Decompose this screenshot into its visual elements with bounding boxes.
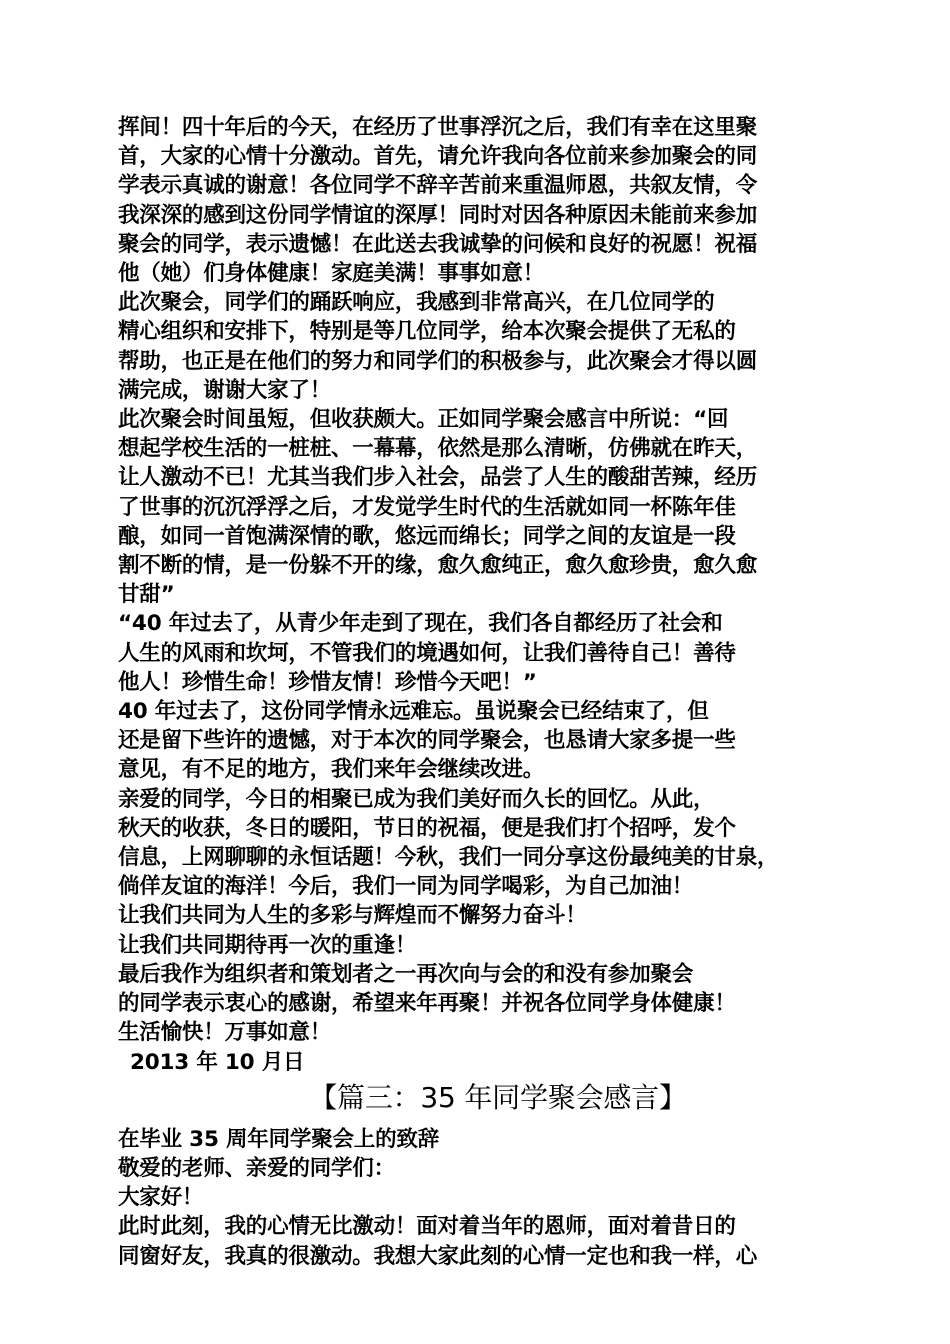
text-line: 让我们共同为人生的多彩与辉煌而不懈努力奋斗！ [118, 903, 587, 929]
text-line: 他（她）们身体健康！家庭美满！事事如意！ [118, 261, 545, 287]
text-line: 首，大家的心情十分激动。首先，请允许我向各位前来参加聚会的同 [118, 144, 758, 170]
text-line: 帮助，也正是在他们的努力和同学们的积极参与，此次聚会才得以圆 [118, 348, 758, 374]
text-line: “40 年过去了，从青少年走到了现在，我们各自都经历了社会和 [118, 611, 723, 637]
speech-text-part2 [118, 1125, 858, 1271]
text-line: 的同学表示衷心的感谢，希望来年再聚！并祝各位同学身体健康！ [118, 991, 736, 1017]
text-line: 想起学校生活的一桩桩、一幕幕，依然是那么清晰，仿佛就在昨天， [118, 436, 758, 462]
text-line: 信息，上网聊聊的永恒话题！今秋，我们一同分享这份最纯美的甘泉， [118, 845, 779, 871]
text-line: 此次聚会时间虽短，但收获颇大。正如同学聚会感言中所说：“回 [118, 407, 729, 433]
text-line: 40 年过去了，这份同学情永远难忘。虽说聚会已经结束了，但 [118, 699, 709, 725]
text-line: 让我们共同期待再一次的重逢！ [118, 932, 417, 958]
text-line: 酿，如同一首饱满深情的歌，悠远而绵长；同学之间的友谊是一段 [118, 523, 736, 549]
text-line: 此时此刻，我的心情无比激动！面对着当年的恩师，面对着昔日的 [118, 1214, 736, 1240]
text-line: 聚会的同学，表示遗憾！在此送去我诚挚的问候和良好的祝愿！祝福 [118, 231, 758, 257]
text-line: 大家好！ [118, 1185, 204, 1211]
text-line: 甘甜” [118, 582, 175, 608]
text-line: 生活愉快！万事如意！ [118, 1020, 332, 1046]
section-heading: 【篇三：35 年同学聚会感言】 [309, 1080, 687, 1114]
text-line: 在毕业 35 周年同学聚会上的致辞 [118, 1126, 439, 1152]
text-line: 还是留下些许的遗憾，对于本次的同学聚会，也恳请大家多提一些 [118, 728, 736, 754]
text-line: 他人！珍惜生命！珍惜友情！珍惜今天吧！” [118, 669, 537, 695]
text-line: 精心组织和安排下，特别是等几位同学，给本次聚会提供了无私的 [118, 319, 736, 345]
text-line: 了世事的沉沉浮浮之后，才发觉学生时代的生活就如同一杯陈年佳 [118, 494, 736, 520]
speech-text-part1 [118, 113, 858, 1048]
text-line: 意见，有不足的地方，我们来年会继续改进。 [118, 757, 545, 783]
date-line: 2013 年 10 月日 [130, 1049, 305, 1075]
text-line: 秋天的收获，冬日的暖阳，节日的祝福，便是我们打个招呼，发个 [118, 815, 736, 841]
text-line: 让人激动不已！尤其当我们步入社会，品尝了人生的酸甜苦辣，经历 [118, 465, 758, 491]
text-line: 敬爱的老师、亲爱的同学们： [118, 1155, 395, 1181]
text-line: 此次聚会，同学们的踊跃响应，我感到非常高兴，在几位同学的 [118, 290, 715, 316]
text-line: 最后我作为组织者和策划者之一再次向与会的和没有参加聚会 [118, 961, 694, 987]
text-line: 挥间！四十年后的今天，在经历了世事浮沉之后，我们有幸在这里聚 [118, 115, 758, 140]
document-body [118, 113, 858, 1271]
text-line: 亲爱的同学，今日的相聚已成为我们美好而久长的回忆。从此， [118, 786, 715, 812]
text-line: 倘佯友谊的海洋！今后，我们一同为同学喝彩，为自己加油！ [118, 874, 694, 900]
text-line: 割不断的情，是一份躲不开的缘，愈久愈纯正，愈久愈珍贵，愈久愈 [118, 553, 758, 579]
text-line: 满完成，谢谢大家了！ [118, 377, 332, 403]
text-line: 人生的风雨和坎坷，不管我们的境遇如何，让我们善待自己！善待 [118, 640, 736, 666]
text-line: 我深深的感到这份同学情谊的深厚！同时对因各种原因未能前来参加 [118, 202, 758, 228]
text-line: 学表示真诚的谢意！各位同学不辞辛苦前来重温师恩，共叙友情，令 [118, 173, 758, 199]
text-line: 同窗好友，我真的很激动。我想大家此刻的心情一定也和我一样，心 [118, 1243, 758, 1269]
